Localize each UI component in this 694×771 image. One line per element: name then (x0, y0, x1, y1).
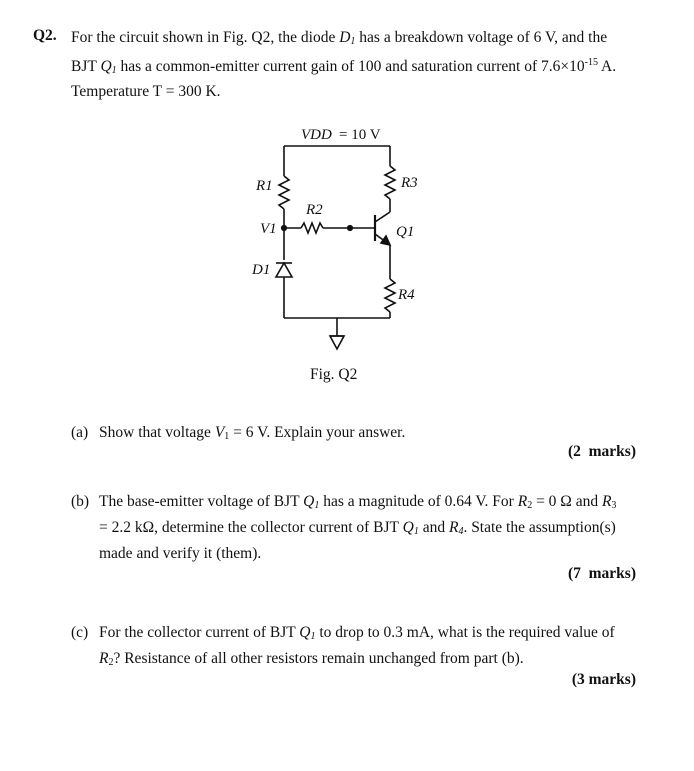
diode-subscript: 1 (350, 36, 356, 47)
r-symbol: R (517, 493, 528, 510)
vdd-label: VDD (301, 127, 332, 143)
q-symbol: Q (402, 519, 414, 536)
bjt-symbol: Q (100, 58, 112, 75)
r-symbol: R (448, 519, 459, 536)
part-b-text: has a magnitude of 0.64 V. For (319, 493, 518, 510)
q1-collector (375, 212, 390, 222)
part-b-text: = 2.2 kΩ, determine the collector current of BJT (99, 519, 403, 536)
part-a-text-1: Show that voltage (99, 424, 215, 441)
r3-resistor (385, 166, 395, 199)
r1-resistor (279, 176, 289, 209)
part-c-text: to drop to 0.3 mA, what is the required value of (315, 624, 615, 641)
d1-label: D1 (252, 262, 271, 278)
figure-caption: Fig. Q2 (310, 366, 358, 383)
intro-text: BJT (71, 58, 101, 75)
d1-diode (276, 263, 292, 277)
part-a-marks: (2 marks) (567, 443, 636, 460)
v-symbol: V (214, 424, 225, 441)
r2-label: R2 (306, 202, 323, 218)
q-subscript: 1 (413, 526, 419, 537)
q1-label: Q1 (396, 224, 415, 240)
part-b-text: and (418, 519, 449, 536)
intro-line-3: Temperature T = 300 K. (71, 83, 221, 100)
part-b-text: = 0 Ω and (532, 493, 602, 510)
part-a-text-2: = 6 V. Explain your answer. (229, 424, 406, 441)
v-subscript: 1 (224, 431, 230, 442)
ground-icon (330, 336, 344, 349)
diode-symbol: D (339, 29, 351, 46)
part-b-text (99, 491, 639, 565)
intro-text: A. (597, 58, 617, 75)
vdd-value: = 10 V (339, 127, 381, 143)
part-c-marks: (3 marks) (571, 671, 636, 688)
q-symbol: Q (303, 493, 315, 510)
part-b-text: The base-emitter voltage of BJT (99, 493, 304, 510)
q1-emitter-arrow (381, 236, 390, 245)
part-a-label: (a) (71, 424, 89, 441)
v1-label: V1 (260, 221, 277, 237)
part-c-text: ? Resistance of all other resistors remain unchanged from part (b). (113, 650, 524, 667)
r-subscript: 3 (611, 500, 617, 511)
bjt-subscript: 1 (111, 65, 117, 76)
part-c-label: (c) (71, 624, 89, 641)
r-subscript: 2 (527, 500, 533, 511)
q-symbol: Q (299, 624, 311, 641)
q-subscript: 1 (314, 500, 320, 511)
part-a-text (99, 422, 639, 448)
exponent: -15 (584, 57, 598, 68)
part-b-text: made and verify it (them). (99, 545, 262, 562)
r-symbol: R (601, 493, 612, 510)
q-subscript: 1 (310, 631, 316, 642)
part-b-label: (b) (71, 493, 90, 510)
intro-text: has a common-emitter current gain of 100 and saturation current of 7.6×10 (116, 58, 585, 75)
r1-label: R1 (256, 178, 273, 194)
base-node (348, 226, 353, 231)
r-subscript: 2 (108, 657, 114, 668)
part-b-text: . State the assumption(s) (463, 519, 616, 536)
part-c-text: For the collector current of BJT (99, 624, 300, 641)
r-subscript: 4 (458, 526, 464, 537)
r4-label: R4 (398, 287, 415, 303)
part-c-text (99, 622, 639, 674)
part-b-marks: (7 marks) (567, 565, 636, 582)
r-symbol: R (99, 650, 109, 667)
r4-resistor (385, 279, 395, 312)
r3-label: R3 (401, 175, 418, 191)
intro-text: has a breakdown voltage of 6 V, and the (355, 29, 608, 46)
question-number: Q2. (33, 27, 57, 44)
r2-resistor (301, 223, 323, 233)
intro-text: For the circuit shown in Fig. Q2, the diode (71, 29, 340, 46)
